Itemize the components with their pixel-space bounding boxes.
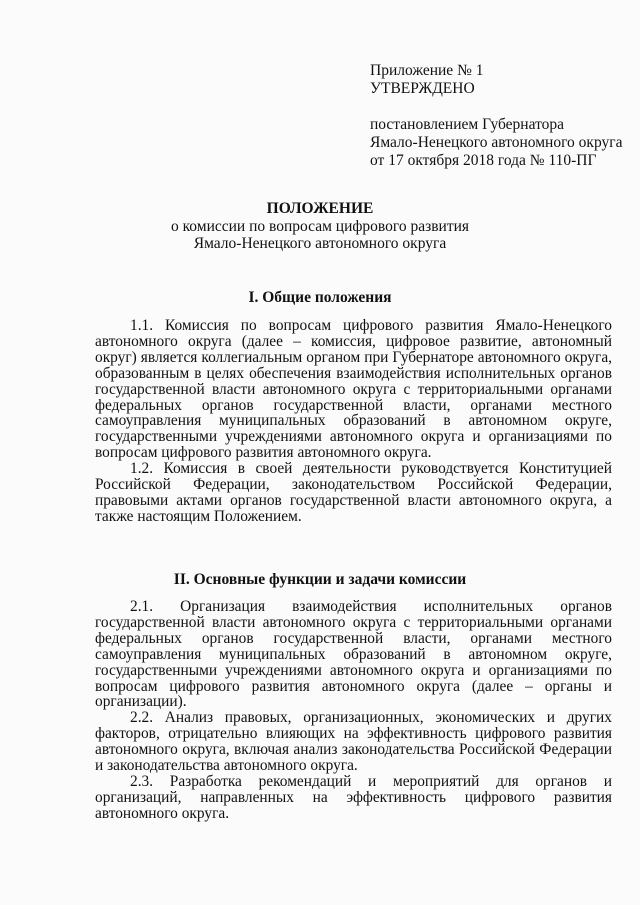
section-body-general [95,318,612,525]
decree-line-3: от 17 октября 2018 года № 110-ПГ [370,152,597,169]
document-subtitle-2: Ямало-Ненецкого автономного округа [193,235,447,252]
document-title-block [0,200,640,252]
paragraph-2-2: 2.2. Анализ правовых, организационных, экономических и других факторов, отрицательно влияющих на эффективность цифрового развития автономного округа, включая анализ законодательства Российской Федерации и законодательства автономного округа. [95,709,612,775]
decree-line-1: постановлением Губернатора [370,116,565,133]
section-heading-functions: II. Основные функции и задачи комиссии [173,571,467,588]
paragraph-1-2: 1.2. Комиссия в своей деятельности руководствуется Конституцией Российской Федерации, законодательством Российской Федерации, правовыми актами органов государственной власти автономного округа, а также настоящим Положением. [95,460,612,525]
section-body-functions [95,599,612,822]
document-subtitle-1: о комиссии по вопросам цифрового развития [170,218,470,235]
decree-line-2: Ямало-Ненецкого автономного округа [370,134,623,151]
paragraph-2-3: 2.3. Разработка рекомендаций и мероприятий для органов и организаций, направленных на эффективность цифрового развития автономного округа. [95,772,612,822]
approval-stamp [370,62,630,170]
paragraph-2-1: 2.1. Организация взаимодействия исполнительных органов государственной власти автономного округа с территориальными органами федеральных органов государственной власти, органами местного самоуправления муниципальных образований в автономном округе, государственными учреждениями автономного округа и организациями по вопросам цифрового развития автономного округа (далее – органы и организации). [95,598,612,711]
section-heading-general: I. Общие положения [248,289,392,306]
document-title: ПОЛОЖЕНИЕ [266,200,374,217]
paragraph-1-1: 1.1. Комиссия по вопросам цифрового развития Ямало-Ненецкого автономного округа (далее – комиссия, цифровое развитие, автономный округ) является коллегиальным органом при Губернаторе автономного округа, образованным в целях обеспечения взаимодействия исполнительных органов государственной власти автономного округа с территориальными органами федеральных органов государственной власти, органами местного самоуправления муниципальных образований в автономном округе, государственными учреждениями автономного округа и организациями по вопросам цифрового развития автономного округа. [95,317,612,462]
annex-label: Приложение № 1 [370,62,484,79]
approved-label: УТВЕРЖДЕНО [370,80,475,97]
